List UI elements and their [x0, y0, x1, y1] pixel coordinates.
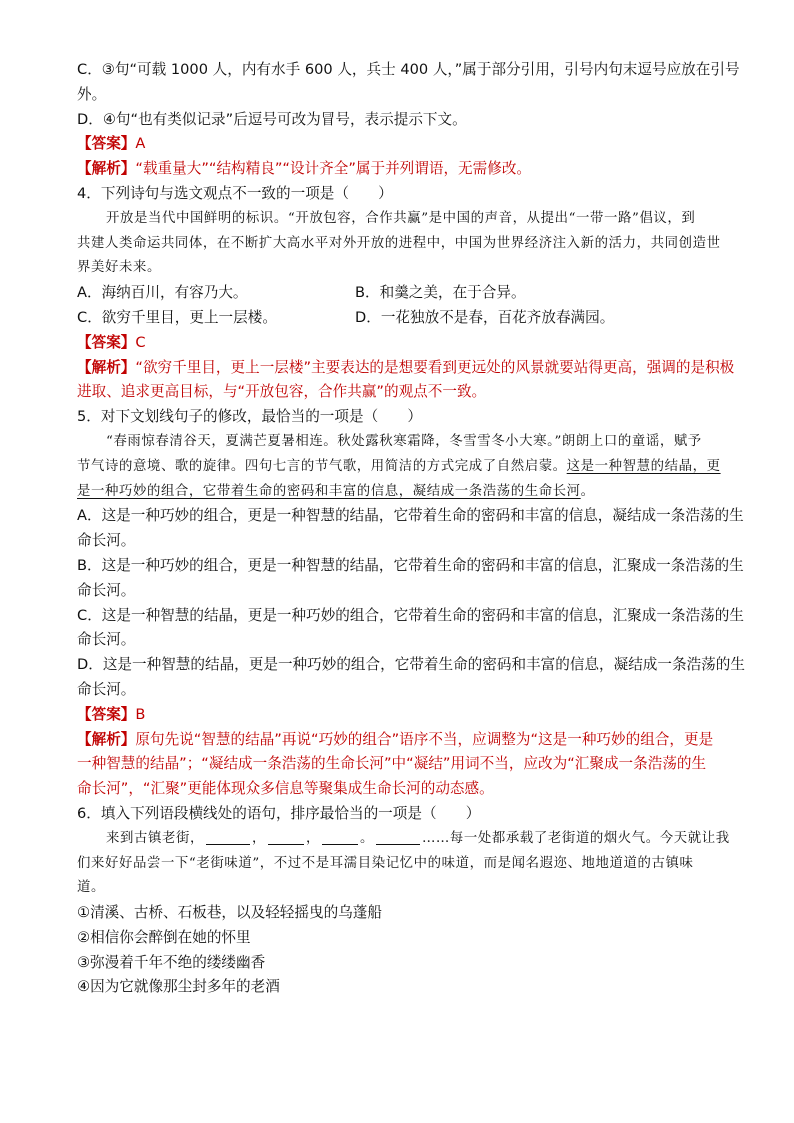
- q5-analysis-line1: [77, 728, 719, 753]
- answer-tag: 【答案】: [77, 135, 136, 153]
- fill-blank[interactable]: [322, 830, 358, 845]
- q6-sep: ，: [251, 830, 266, 846]
- fill-blank[interactable]: [268, 830, 304, 845]
- q6-passage-tail: ……每一处都承载了老街道的烟火气。今天就让我: [421, 830, 730, 846]
- q5-option-d-line1: D．这是一种智慧的结晶，更是一种巧妙的组合，它带着生命的密码和丰富的信息，凝结成一条浩荡的生: [77, 656, 745, 674]
- q3-option-d: D．④句“也有类似记录”后逗号可改为冒号，表示提示下文。: [77, 110, 467, 128]
- answer-tag: 【答案】: [77, 333, 136, 351]
- q6-sep: ，: [305, 830, 320, 846]
- q6-passage-lead: 来到古镇老街，: [106, 830, 204, 846]
- q5-option-c-line1: C．这是一种智慧的结晶，更是一种巧妙的组合，它带着生命的密码和丰富的信息，汇聚成一条浩荡的生: [77, 606, 744, 624]
- q5-option-a-line2: 命长河。: [77, 532, 136, 550]
- q6-passage-line3: 道。: [77, 880, 105, 896]
- q3-answer: [77, 132, 719, 157]
- q5-underlined-sentence-start: 这是一种智慧的结晶，更: [566, 458, 721, 474]
- analysis-tag: 【解析】: [77, 160, 136, 178]
- q6-item-4: ④因为它就像那尘封多年的老酒: [77, 978, 280, 996]
- q4-options-row1: [77, 281, 719, 306]
- exam-page: [77, 58, 745, 1000]
- answer-tag: 【答案】: [77, 705, 136, 723]
- q4-answer: [77, 331, 719, 356]
- answer-value: C: [135, 333, 146, 351]
- q4-options-row2: [77, 306, 719, 331]
- q4-analysis-line2: 进取、追求更高目标，与“开放包容，合作共赢”的观点不一致。: [77, 383, 487, 401]
- q5-option-c-line2: 命长河。: [77, 631, 136, 649]
- q6-stem: 6．填入下列语段横线处的语句，排序最恰当的一项是（ ）: [77, 804, 481, 822]
- fill-blank[interactable]: [206, 830, 250, 845]
- analysis-tag: 【解析】: [77, 730, 136, 748]
- analysis-text: 原句先说“智慧的结晶”再说“巧妙的组合”语序不当，应调整为“这是一种巧妙的组合，更是: [135, 730, 714, 748]
- q5-stem: 5．对下文划线句子的修改，最恰当的一项是（ ）: [77, 408, 422, 426]
- analysis-text: “载重量大”“结构精良”“设计齐全”属于并列谓语，无需修改。: [135, 160, 532, 178]
- q6-passage-line1: [77, 827, 730, 852]
- q5-passage-plain: 节气诗的意境、歌的旋律。四句七言的节气歌，用简洁的方式完成了自然启蒙。: [77, 458, 567, 474]
- q4-passage-line2: 共建人类命运共同体，在不断扩大高水平对外开放的进程中，中国为世界经济注入新的活力，共同创造世: [77, 235, 721, 251]
- analysis-tag: 【解析】: [77, 358, 136, 376]
- q6-item-3: ③弥漫着千年不绝的缕缕幽香: [77, 953, 266, 971]
- answer-value: A: [135, 135, 146, 153]
- q4-option-b: B．和羹之美，在于合异。: [355, 284, 526, 302]
- q5-passage-period: 。: [580, 483, 595, 499]
- q5-answer: [77, 703, 719, 728]
- answer-value: B: [135, 705, 146, 723]
- q6-item-2: ②相信你会醉倒在她的怀里: [77, 928, 251, 946]
- q5-analysis-line2: 一种智慧的结晶”；“凝结成一条浩荡的生命长河”中“凝结”用词不当，应改为“汇聚成一条浩荡的生: [77, 755, 707, 773]
- q5-passage-line1: “春雨惊春清谷天，夏满芒夏暑相连。秋处露秋寒霜降，冬雪雪冬小大寒。”朗朗上口的童谣，赋予: [106, 433, 702, 449]
- q5-option-d-line2: 命长河。: [77, 680, 136, 698]
- q6-sep: 。: [359, 830, 374, 846]
- q5-option-a-line1: A．这是一种巧妙的组合，更是一种智慧的结晶，它带着生命的密码和丰富的信息，凝结成一条浩荡的生: [77, 507, 744, 525]
- q3-option-c-line1: C．③句“可载 1000 人，内有水手 600 人，兵士 400 人，”属于部分引用，引号内句末逗号应放在引号: [77, 61, 740, 78]
- q5-underlined-sentence-end: 是一种巧妙的组合，它带着生命的密码和丰富的信息，凝结成一条浩荡的生命长河: [77, 483, 581, 499]
- q4-passage-line1: 开放是当代中国鲜明的标识。“开放包容，合作共赢”是中国的声音，从提出“一带一路”倡议，到: [106, 210, 696, 226]
- q4-option-c: C．欲穷千里目，更上一层楼。: [77, 308, 277, 326]
- q3-analysis: [77, 157, 719, 182]
- q5-option-b-line1: B．这是一种巧妙的组合，更是一种智慧的结晶，它带着生命的密码和丰富的信息，汇聚成一条浩荡的生: [77, 556, 744, 574]
- q4-passage-line3: 界美好未来。: [77, 260, 161, 276]
- q4-option-d: D．一花独放不是春，百花齐放春满园。: [355, 308, 615, 326]
- q4-stem: 4．下列诗句与选文观点不一致的一项是（ ）: [77, 184, 393, 202]
- q6-passage-line2: 们来好好品尝一下“老街味道”，不过不是耳濡目染记忆中的味道，而是闻名遐迩、地地道道的古镇味: [77, 855, 694, 871]
- q5-option-b-line2: 命长河。: [77, 581, 136, 599]
- q5-analysis-line3: 命长河”，“汇聚”更能体现众多信息等聚集成生命长河的动态感。: [77, 780, 494, 798]
- q4-analysis-line1: [77, 356, 735, 381]
- q4-option-a: A．海纳百川，有容乃大。: [77, 284, 248, 302]
- q3-option-c-line2: 外。: [77, 85, 107, 103]
- q5-passage-line2: [77, 455, 719, 480]
- q5-passage-line3: [77, 480, 719, 505]
- fill-blank[interactable]: [376, 830, 420, 845]
- analysis-text: “欲穷千里目，更上一层楼”主要表达的是想要看到更远处的风景就要站得更高，强调的是积极: [135, 358, 735, 376]
- q6-item-1: ①清溪、古桥、石板巷，以及轻轻摇曳的乌蓬船: [77, 904, 382, 922]
